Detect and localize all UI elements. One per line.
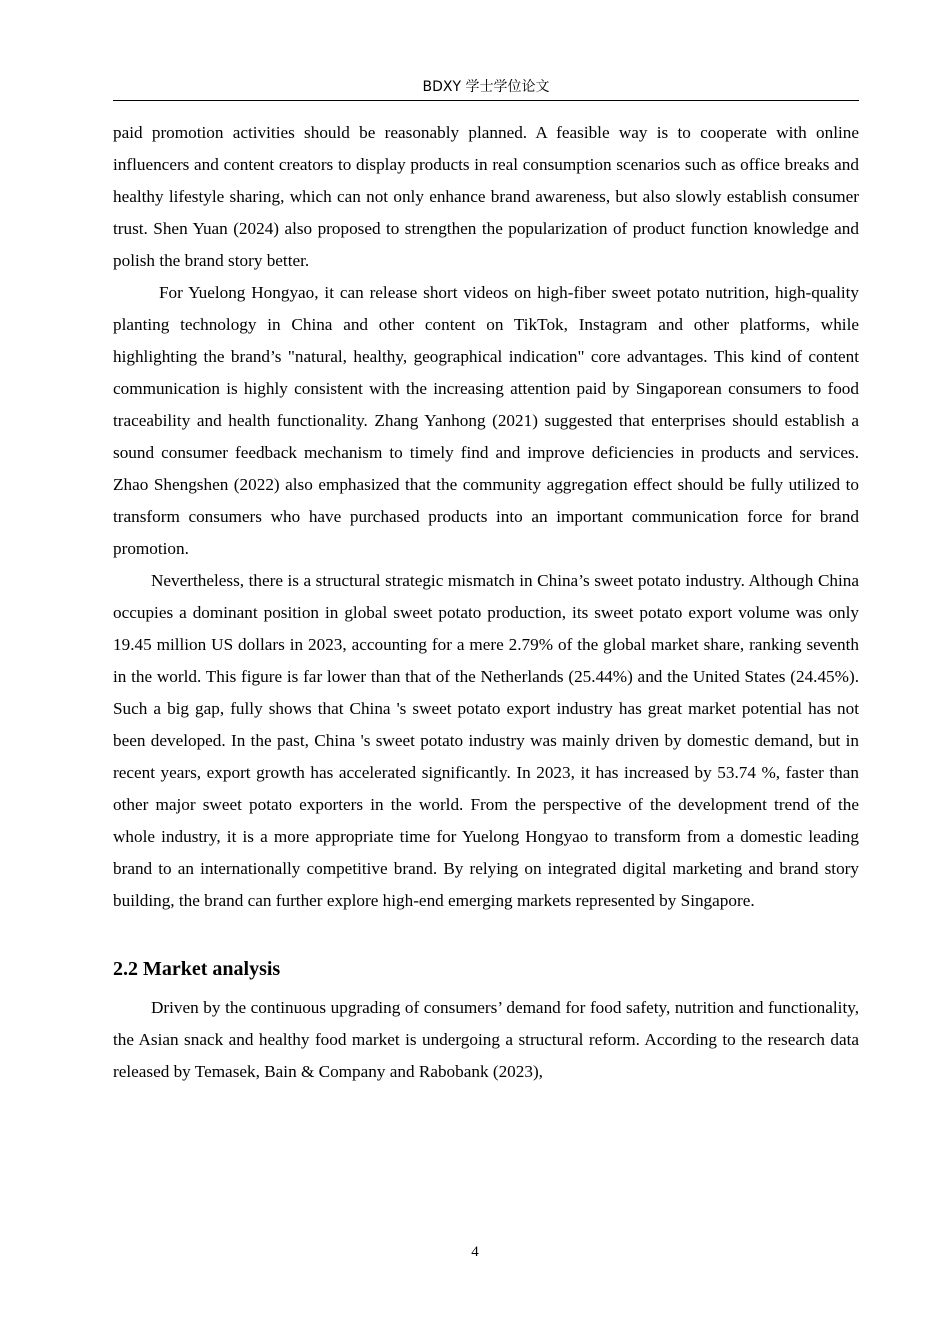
section-heading: 2.2 Market analysis — [113, 958, 281, 980]
page-number: 4 — [471, 1244, 479, 1260]
paragraph-export-mismatch: Nevertheless, there is a structural strategic mismatch in China’s sweet potato industry. Although China occupies a dominant position in global sweet potato production, its sweet potato export volume was only 19.45 million US dollars in 2023, accounting for a mere 2.79% of the global market share, ranking seventh in the world. This figure is far lower than that of the Netherlands (25.44%) and the United States (24.45%). Such a big gap, fully shows that China 's sweet potato export industry has great market potential has not been developed. In the past, China 's sweet potato industry was mainly driven by domestic demand, but in recent years, export growth has accelerated significantly. In 2023, it has increased by 53.74 %, faster than other major sweet potato exporters in the world. From the perspective of the development trend of the whole industry, it is a more appropriate time for Yuelong Hongyao to transform from a domestic leading brand to an internationally competitive brand. By relying on integrated digital marketing and brand story building, the brand can further explore high-end emerging markets represented by Singapore. — [113, 571, 859, 910]
paragraph-continuation: paid promotion activities should be reasonably planned. A feasible way is to cooperate with online influencers and content creators to display products in real consumption scenarios such as office breaks and healthy lifestyle sharing, which can not only enhance brand awareness, but also slowly establish consumer trust. Shen Yuan (2024) also proposed to strengthen the popularization of product function knowledge and polish the brand story better. — [113, 123, 859, 270]
paragraph-market-analysis: Driven by the continuous upgrading of consumers’ demand for food safety, nutrition and functionality, the Asian snack and healthy food market is undergoing a structural reform. According to the research data released by Temasek, Bain & Company and Rabobank (2023), — [113, 998, 859, 1081]
paragraph-yuelong-content: For Yuelong Hongyao, it can release short videos on high-fiber sweet potato nutrition, high-quality planting technology in China and other content on TikTok, Instagram and other platforms, while highlighting the brand’s "natural, healthy, geographical indication" core advantages. This kind of content communication is highly consistent with the increasing attention paid by Singaporean consumers to food traceability and health functionality. Zhang Yanhong (2021) suggested that enterprises should establish a sound consumer feedback mechanism to timely find and improve deficiencies in products and services. Zhao Shengshen (2022) also emphasized that the community aggregation effect should be fully utilized to transform consumers who have purchased products into an important communication force for brand promotion. — [113, 283, 859, 558]
running-header: BDXY 学士学位论文 — [422, 79, 550, 95]
body-text — [113, 117, 859, 1088]
header-rule — [113, 100, 859, 101]
